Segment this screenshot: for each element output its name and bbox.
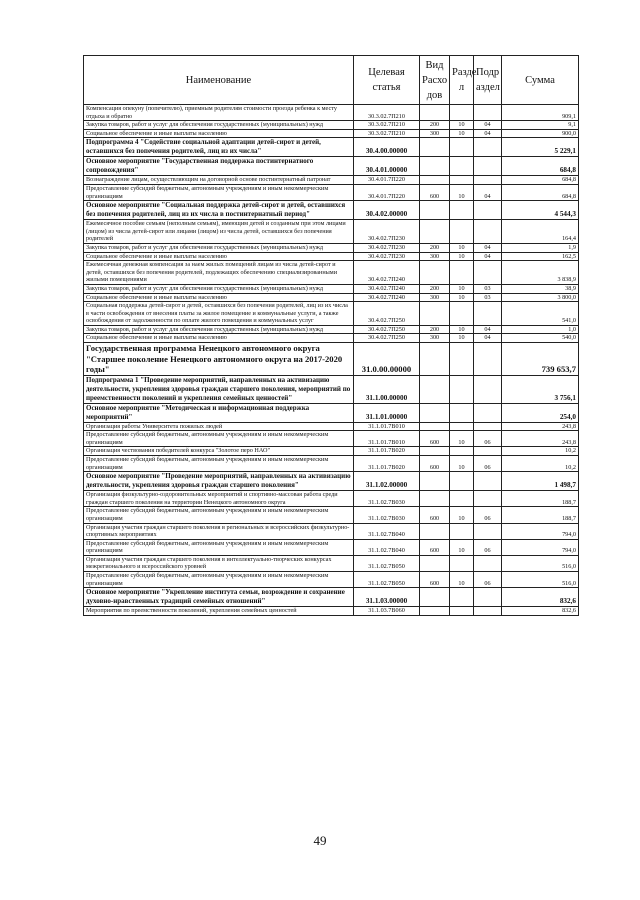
cell-section (450, 343, 474, 376)
table-row (84, 129, 579, 138)
table-row (84, 243, 579, 252)
page-number: 49 (313, 833, 327, 848)
cell-type (420, 176, 450, 185)
budget-table-sheet (83, 55, 578, 616)
cell-type (420, 491, 450, 507)
cell-section (450, 607, 474, 616)
cell-sum: 684,8 (502, 157, 579, 176)
table-row (84, 334, 579, 343)
table-row (84, 121, 579, 130)
cell-subsection (474, 375, 502, 403)
cell-type (420, 607, 450, 616)
cell-name: Предоставление субсидий бюджетным, автономным учреждениям и иным некоммерческим организациям (84, 184, 354, 200)
cell-type (420, 523, 450, 539)
cell-target: 30.4.02.00000 (354, 201, 420, 220)
cell-target: 30.4.02.7П240 (354, 261, 420, 285)
cell-section: 10 (450, 184, 474, 200)
cell-sum: 900,0 (502, 129, 579, 138)
cell-subsection (474, 343, 502, 376)
cell-sum: 832,6 (502, 607, 579, 616)
cell-target: 31.1.01.7В020 (354, 447, 420, 456)
cell-type (420, 343, 450, 376)
cell-type: 300 (420, 293, 450, 302)
cell-name: Основное мероприятие "Социальная поддержка детей-сирот и детей, оставшихся без попечения родителей, лиц из их числа в постинтернатный период" (84, 201, 354, 220)
table-body (84, 105, 579, 616)
table-row (84, 293, 579, 302)
cell-subsection (474, 472, 502, 491)
cell-subsection: 04 (474, 121, 502, 130)
cell-name: Государственная программа Ненецкого автономного округа "Старшее поколение Ненецкого автономного округа на 2017-2020 годы" (84, 343, 354, 376)
cell-name: Предоставление субсидий бюджетным, автономным учреждениям и иным некоммерческим организациям (84, 572, 354, 588)
cell-type (420, 105, 450, 121)
cell-subsection (474, 403, 502, 422)
cell-subsection: 06 (474, 431, 502, 447)
cell-sum: 684,8 (502, 184, 579, 200)
cell-type (420, 375, 450, 403)
cell-section (450, 403, 474, 422)
cell-section: 10 (450, 325, 474, 334)
cell-section (450, 588, 474, 607)
cell-target: 31.0.00.00000 (354, 343, 420, 376)
cell-target: 31.1.00.00000 (354, 375, 420, 403)
cell-sum: 5 229,1 (502, 138, 579, 157)
header-subsection: Подр аздел (474, 56, 502, 105)
cell-sum: 1,9 (502, 243, 579, 252)
cell-subsection (474, 422, 502, 431)
cell-name: Ежемесячная денежная компенсация за наем жилых помещений лицам из числа детей-сирот и детей, оставшихся без попечения родителей, подлежащих обеспечению специализированными жилыми помещениями (84, 261, 354, 285)
cell-section (450, 375, 474, 403)
cell-name: Закупка товаров, работ и услуг для обеспечения государственных (муниципальных) нужд (84, 121, 354, 130)
cell-sum: 684,8 (502, 176, 579, 185)
table-row (84, 375, 579, 403)
cell-subsection: 04 (474, 334, 502, 343)
cell-type (420, 138, 450, 157)
table-row (84, 507, 579, 523)
cell-name: Социальное обеспечение и иные выплаты населению (84, 252, 354, 261)
cell-sum: 188,7 (502, 491, 579, 507)
cell-type (420, 555, 450, 571)
table-row (84, 403, 579, 422)
cell-section (450, 176, 474, 185)
cell-sum: 4 544,3 (502, 201, 579, 220)
cell-section: 10 (450, 252, 474, 261)
cell-name: Предоставление субсидий бюджетным, автономным учреждениям и иным некоммерческим организациям (84, 455, 354, 471)
cell-name: Предоставление субсидий бюджетным, автономным учреждениям и иным некоммерческим организациям (84, 431, 354, 447)
cell-name: Вознаграждение лицам, осуществляющим на договорной основе постинтернатный патронат (84, 176, 354, 185)
cell-section: 10 (450, 572, 474, 588)
cell-type (420, 157, 450, 176)
cell-sum: 162,5 (502, 252, 579, 261)
cell-name: Организация участия граждан старшего поколения в интеллектуально-творческих конкурсах межрегионального и всероссийского уровней (84, 555, 354, 571)
cell-sum: 3 838,9 (502, 261, 579, 285)
cell-name: Основное мероприятие "Укрепление института семьи, возрождение и сохранение духовно-нравственных традиций семейных отношений" (84, 588, 354, 607)
cell-name: Организация участия граждан старшего поколения в региональных и всероссийских физкультурно-спортивных мероприятиях (84, 523, 354, 539)
cell-target: 30.3.02.7П210 (354, 129, 420, 138)
cell-type (420, 422, 450, 431)
cell-section (450, 220, 474, 244)
cell-sum: 794,0 (502, 523, 579, 539)
cell-subsection (474, 201, 502, 220)
cell-section: 10 (450, 507, 474, 523)
cell-subsection (474, 261, 502, 285)
cell-subsection: 04 (474, 325, 502, 334)
header-name: Наименование (84, 56, 354, 105)
cell-target: 31.1.02.7В030 (354, 491, 420, 507)
cell-sum: 909,1 (502, 105, 579, 121)
table-row (84, 176, 579, 185)
cell-type: 200 (420, 243, 450, 252)
cell-name: Подпрограмма 1 "Проведение мероприятий, направленных на активизацию деятельности, укрепления здоровья граждан старшего поколения, мероприятий по преемственности поколений и укрепления семейных ценностей" (84, 375, 354, 403)
cell-type (420, 302, 450, 326)
cell-section (450, 555, 474, 571)
cell-sum: 10,2 (502, 447, 579, 456)
table-row (84, 422, 579, 431)
cell-target: 31.1.03.00000 (354, 588, 420, 607)
table-row (84, 184, 579, 200)
table-row (84, 157, 579, 176)
cell-name: Социальное обеспечение и иные выплаты населению (84, 334, 354, 343)
cell-target: 31.1.02.7В040 (354, 523, 420, 539)
cell-target: 31.1.03.7В060 (354, 607, 420, 616)
cell-section: 10 (450, 284, 474, 293)
cell-section (450, 422, 474, 431)
table-row (84, 325, 579, 334)
cell-target: 30.4.02.7П240 (354, 293, 420, 302)
cell-section (450, 261, 474, 285)
cell-section: 10 (450, 539, 474, 555)
cell-subsection (474, 607, 502, 616)
cell-subsection: 06 (474, 455, 502, 471)
cell-subsection (474, 588, 502, 607)
cell-name: Организация физкультурно-оздоровительных мероприятий и спортивно-массовая работа среди граждан старшего поколения на территории Ненецкого автономного округа (84, 491, 354, 507)
header-target: Целевая статья (354, 56, 420, 105)
cell-target: 31.1.01.00000 (354, 403, 420, 422)
cell-type: 600 (420, 455, 450, 471)
header-sum: Сумма (502, 56, 579, 105)
cell-type (420, 403, 450, 422)
cell-type (420, 588, 450, 607)
cell-target: 31.1.01.7В020 (354, 455, 420, 471)
cell-target: 30.4.02.7П250 (354, 334, 420, 343)
cell-sum: 794,0 (502, 539, 579, 555)
cell-name: Подпрограмма 4 "Содействие социальной адаптации детей-сирот и детей, оставшихся без попечения родителей, лиц из их числа" (84, 138, 354, 157)
cell-type: 600 (420, 539, 450, 555)
cell-target: 30.4.02.7П230 (354, 220, 420, 244)
cell-sum: 243,8 (502, 431, 579, 447)
cell-section: 10 (450, 334, 474, 343)
table-header (84, 56, 579, 105)
table-row (84, 523, 579, 539)
cell-type (420, 261, 450, 285)
cell-name: Предоставление субсидий бюджетным, автономным учреждениям и иным некоммерческим организациям (84, 507, 354, 523)
cell-subsection (474, 447, 502, 456)
cell-type: 600 (420, 431, 450, 447)
cell-target: 31.1.01.7В010 (354, 431, 420, 447)
cell-subsection: 06 (474, 572, 502, 588)
cell-sum: 516,0 (502, 572, 579, 588)
cell-target: 30.4.00.00000 (354, 138, 420, 157)
cell-target: 30.4.01.7П220 (354, 176, 420, 185)
header-type: Вид Расхо дов (420, 56, 450, 105)
cell-target: 31.1.01.7В010 (354, 422, 420, 431)
cell-type: 600 (420, 507, 450, 523)
table-row (84, 138, 579, 157)
cell-name: Социальное обеспечение и иные выплаты населению (84, 129, 354, 138)
table-row (84, 491, 579, 507)
cell-sum: 254,0 (502, 403, 579, 422)
cell-subsection (474, 555, 502, 571)
table-row (84, 201, 579, 220)
cell-subsection: 04 (474, 243, 502, 252)
cell-type: 600 (420, 184, 450, 200)
cell-name: Закупка товаров, работ и услуг для обеспечения государственных (муниципальных) нужд (84, 325, 354, 334)
cell-sum: 516,0 (502, 555, 579, 571)
cell-target: 30.4.02.7П230 (354, 252, 420, 261)
cell-type: 200 (420, 121, 450, 130)
cell-section (450, 201, 474, 220)
cell-subsection (474, 491, 502, 507)
cell-target: 31.1.02.7В050 (354, 572, 420, 588)
table-row (84, 455, 579, 471)
cell-subsection (474, 302, 502, 326)
cell-target: 30.4.01.7П220 (354, 184, 420, 200)
cell-type (420, 220, 450, 244)
table-row (84, 572, 579, 588)
cell-target: 30.4.02.7П250 (354, 302, 420, 326)
cell-section (450, 157, 474, 176)
cell-sum: 832,6 (502, 588, 579, 607)
cell-target: 30.4.02.7П230 (354, 243, 420, 252)
cell-name: Основное мероприятие "Методическая и информационная поддержка мероприятий" (84, 403, 354, 422)
header-section: Разде л (450, 56, 474, 105)
table-row (84, 539, 579, 555)
table-row (84, 431, 579, 447)
cell-name: Социальная поддержка детей-сирот и детей, оставшихся без попечения родителей, лиц из их числа в части освобождения от внесения платы за жилое помещение и коммунальные услуги, а также освобождения от задолженности по оплате жилого помещения и коммунальных услуг (84, 302, 354, 326)
cell-type: 200 (420, 325, 450, 334)
cell-section (450, 472, 474, 491)
table-row (84, 105, 579, 121)
cell-sum: 3 800,0 (502, 293, 579, 302)
cell-subsection: 03 (474, 284, 502, 293)
cell-section (450, 105, 474, 121)
cell-type: 300 (420, 129, 450, 138)
cell-type (420, 447, 450, 456)
cell-sum: 164,4 (502, 220, 579, 244)
cell-name: Организация чествования победителей конкурса "Золотое перо НАО" (84, 447, 354, 456)
cell-name: Закупка товаров, работ и услуг для обеспечения государственных (муниципальных) нужд (84, 284, 354, 293)
cell-section: 10 (450, 293, 474, 302)
cell-subsection (474, 105, 502, 121)
table-row (84, 555, 579, 571)
cell-section: 10 (450, 121, 474, 130)
cell-subsection: 03 (474, 293, 502, 302)
cell-section: 10 (450, 455, 474, 471)
cell-subsection: 04 (474, 129, 502, 138)
cell-target: 30.4.02.7П240 (354, 284, 420, 293)
cell-sum: 3 756,1 (502, 375, 579, 403)
table-row (84, 343, 579, 376)
cell-sum: 540,0 (502, 334, 579, 343)
cell-type (420, 472, 450, 491)
cell-name: Предоставление субсидий бюджетным, автономным учреждениям и иным некоммерческим организациям (84, 539, 354, 555)
cell-section (450, 447, 474, 456)
cell-type: 300 (420, 252, 450, 261)
cell-target: 31.1.02.7В030 (354, 507, 420, 523)
table-row (84, 220, 579, 244)
cell-subsection (474, 176, 502, 185)
cell-name: Организация работы Университета пожилых людей (84, 422, 354, 431)
cell-section (450, 302, 474, 326)
budget-table (83, 55, 579, 616)
cell-target: 31.1.02.7В050 (354, 555, 420, 571)
cell-name: Ежемесячное пособие семьям (неполным семьям), имеющим детей и созданным при этом лицами (лицом) из числа детей-сирот или лицами (лицом) из числа детей, оставшихся без попечения родителей (84, 220, 354, 244)
cell-name: Основное мероприятие "Государственная поддержка постинтернатного сопровождения" (84, 157, 354, 176)
cell-section: 10 (450, 243, 474, 252)
table-row (84, 284, 579, 293)
cell-sum: 243,8 (502, 422, 579, 431)
cell-target: 31.1.02.7В040 (354, 539, 420, 555)
cell-type (420, 201, 450, 220)
cell-subsection: 04 (474, 252, 502, 261)
cell-target: 31.1.02.00000 (354, 472, 420, 491)
cell-subsection: 04 (474, 184, 502, 200)
cell-target: 30.3.02.7П210 (354, 105, 420, 121)
cell-type: 200 (420, 284, 450, 293)
cell-sum: 9,1 (502, 121, 579, 130)
cell-sum: 38,9 (502, 284, 579, 293)
cell-subsection (474, 220, 502, 244)
cell-subsection: 06 (474, 507, 502, 523)
table-row (84, 588, 579, 607)
cell-subsection (474, 157, 502, 176)
cell-sum: 739 653,7 (502, 343, 579, 376)
table-row (84, 261, 579, 285)
cell-sum: 541,0 (502, 302, 579, 326)
cell-sum: 10,2 (502, 455, 579, 471)
cell-sum: 1,0 (502, 325, 579, 334)
table-row (84, 447, 579, 456)
table-row (84, 302, 579, 326)
cell-subsection (474, 138, 502, 157)
cell-name: Мероприятия по преемственности поколений, укрепления семейных ценностей (84, 607, 354, 616)
table-row (84, 607, 579, 616)
cell-type: 300 (420, 334, 450, 343)
cell-target: 30.4.01.00000 (354, 157, 420, 176)
cell-section (450, 491, 474, 507)
cell-section: 10 (450, 129, 474, 138)
cell-target: 30.4.02.7П250 (354, 325, 420, 334)
cell-section: 10 (450, 431, 474, 447)
cell-section (450, 523, 474, 539)
table-row (84, 252, 579, 261)
cell-name: Социальное обеспечение и иные выплаты населению (84, 293, 354, 302)
cell-type: 600 (420, 572, 450, 588)
cell-sum: 188,7 (502, 507, 579, 523)
cell-section (450, 138, 474, 157)
cell-subsection: 06 (474, 539, 502, 555)
cell-name: Основное мероприятие "Проведение мероприятий, направленных на активизацию деятельности, укрепления здоровья граждан старшего поколения" (84, 472, 354, 491)
cell-subsection (474, 523, 502, 539)
cell-name: Закупка товаров, работ и услуг для обеспечения государственных (муниципальных) нужд (84, 243, 354, 252)
cell-name: Компенсация опекуну (попечителю), приемным родителям стоимости проезда ребенка к месту отдыха и обратно (84, 105, 354, 121)
cell-sum: 1 498,7 (502, 472, 579, 491)
cell-target: 30.3.02.7П210 (354, 121, 420, 130)
table-row (84, 472, 579, 491)
